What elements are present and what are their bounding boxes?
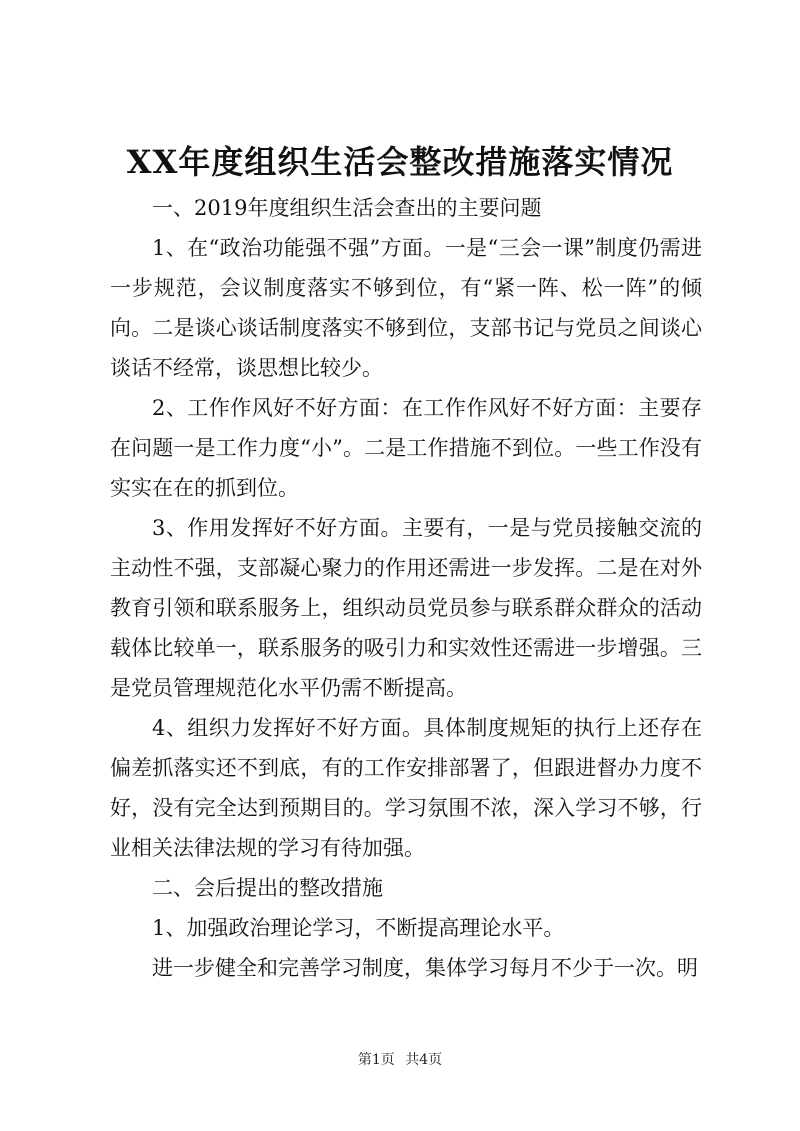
paragraph-organizational-strength: 4、组织力发挥好不好方面。具体制度规矩的执行上还存在偏差抓落实还不到底，有的工作安排部署了，但跟进督办力度不好，没有完全达到预期目的。学习氛围不浓，深入学习不够，行业相关法律法规的学习有待加强。: [110, 716, 702, 860]
section-heading-problems: 一、2019年度组织生活会查出的主要问题: [152, 196, 542, 220]
paragraph-work-style: 2、工作作风好不好方面：在工作作风好不好方面：主要存在问题一是工作力度“小”。二是工作措施不到位。一些工作没有实实在在的抓到位。: [110, 396, 702, 500]
page-number: 第1页: [357, 1052, 395, 1068]
document-title: XX年度组织生活会整改措施落实情况: [126, 143, 674, 181]
paragraph-role-play: 3、作用发挥好不好方面。主要有，一是与党员接触交流的主动性不强，支部凝心聚力的作用还需进一步发挥。二是在对外教育引领和联系服务上，组织动员党员参与联系群众群众的活动载体比较单一，联系服务的吸引力和实效性还需进一步增强。三是党员管理规范化水平仍需不断提高。: [110, 516, 702, 700]
section-heading-measures: 二、会后提出的整改措施: [152, 876, 383, 900]
page-footer: [0, 1050, 800, 1070]
paragraph-study-system: 进一步健全和完善学习制度，集体学习每月不少于一次。明: [152, 956, 698, 980]
paragraph-measure-1: 1、加强政治理论学习，不断提高理论水平。: [152, 916, 565, 940]
paragraph-political-function: 1、在“政治功能强不强”方面。一是“三会一课”制度仍需进一步规范，会议制度落实不够到位，有“紧一阵、松一阵”的倾向。二是谈心谈话制度落实不够到位，支部书记与党员之间谈心谈话不经常，谈思想比较少。: [110, 236, 702, 380]
page-total: 共4页: [405, 1052, 443, 1068]
document-body: [110, 188, 702, 988]
